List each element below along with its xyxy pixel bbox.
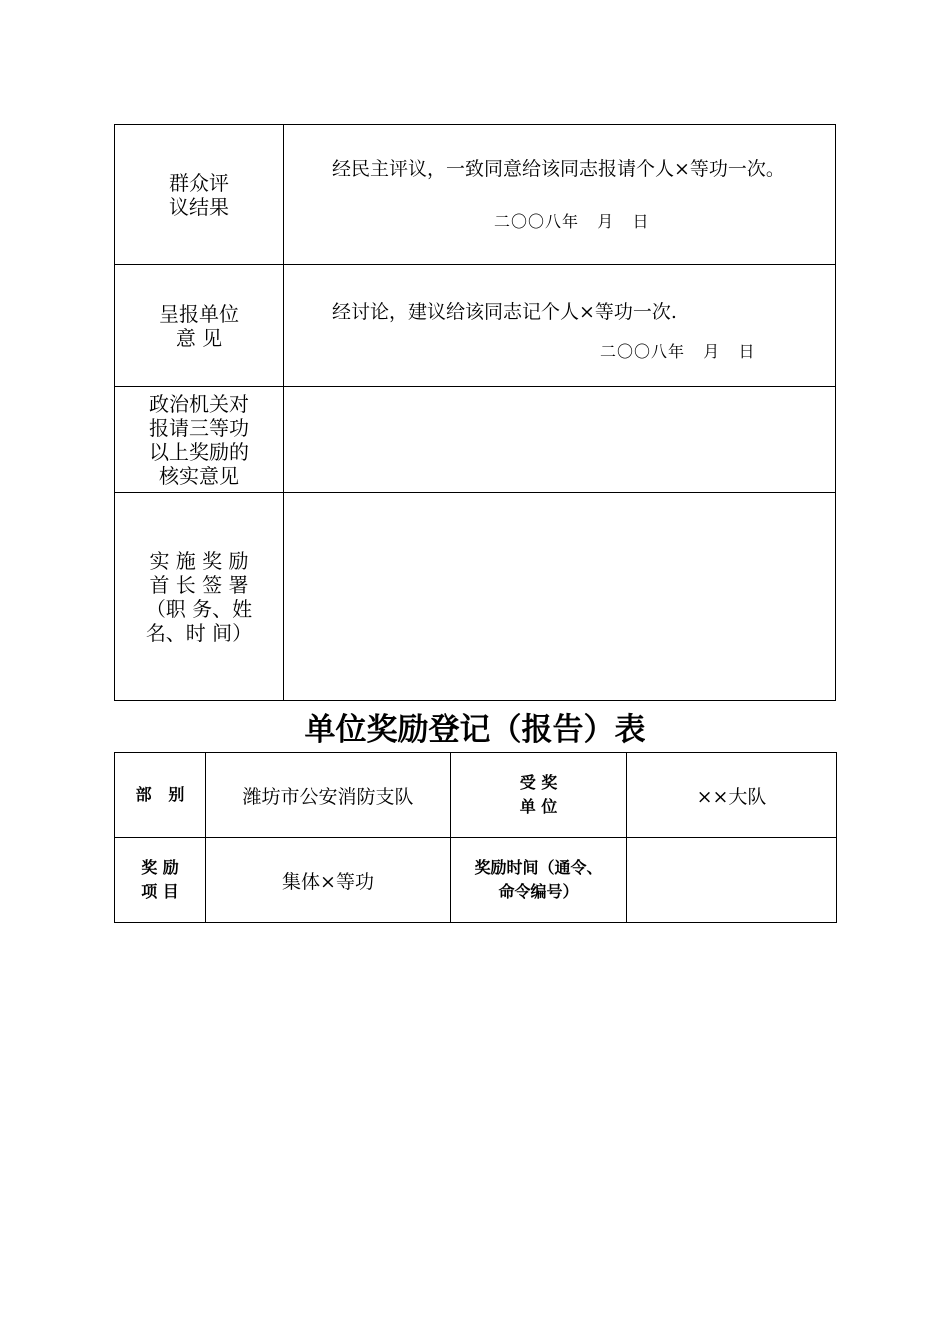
row-label-text: 群众评 议结果 — [169, 170, 229, 219]
mass-evaluation-text: 经民主评议，一致同意给该同志报请个人×等功一次。 — [332, 158, 785, 180]
award-time-value[interactable] — [627, 838, 837, 923]
table-row — [115, 387, 836, 493]
commander-signature-cell[interactable] — [284, 493, 836, 701]
form-title: 单位奖励登记（报告）表 — [304, 712, 646, 748]
mass-evaluation-label — [115, 125, 284, 265]
recipient-unit-label: 受 奖 单 位 — [451, 753, 627, 838]
political-office-cell[interactable] — [284, 387, 836, 493]
reporting-unit-date: 二〇〇八年 月 日 — [600, 342, 756, 361]
mass-evaluation-date: 二〇〇八年 月 日 — [494, 212, 650, 231]
table-row — [115, 265, 836, 387]
award-item-label: 奖 励 项 目 — [115, 838, 206, 923]
row-label-text: 政治机关对 报请三等功 以上奖励的 核实意见 — [149, 391, 249, 488]
mass-evaluation-cell[interactable] — [284, 125, 836, 265]
award-time-label: 奖励时间（通令、 命令编号） — [451, 838, 627, 923]
dept-value[interactable]: 潍坊市公安消防支队 — [206, 753, 451, 838]
table-row — [115, 493, 836, 701]
reporting-unit-text: 经讨论，建议给该同志记个人×等功一次. — [332, 301, 677, 323]
table-row — [115, 838, 837, 923]
reporting-unit-label — [115, 265, 284, 387]
registration-table — [114, 752, 837, 923]
upper-approval-table — [114, 124, 836, 701]
dept-label: 部 别 — [115, 753, 206, 838]
table-row — [115, 753, 837, 838]
row-label-text: 实 施 奖 励 首 长 签 署 （职 务、姓 名、时 间） — [145, 548, 253, 645]
political-office-label — [115, 387, 284, 493]
table-row — [115, 125, 836, 265]
commander-signature-label — [115, 493, 284, 701]
award-item-value[interactable]: 集体×等功 — [206, 838, 451, 923]
recipient-unit-value[interactable]: ××大队 — [627, 753, 837, 838]
row-label-text: 呈报单位 意 见 — [159, 301, 239, 350]
reporting-unit-cell[interactable] — [284, 265, 836, 387]
